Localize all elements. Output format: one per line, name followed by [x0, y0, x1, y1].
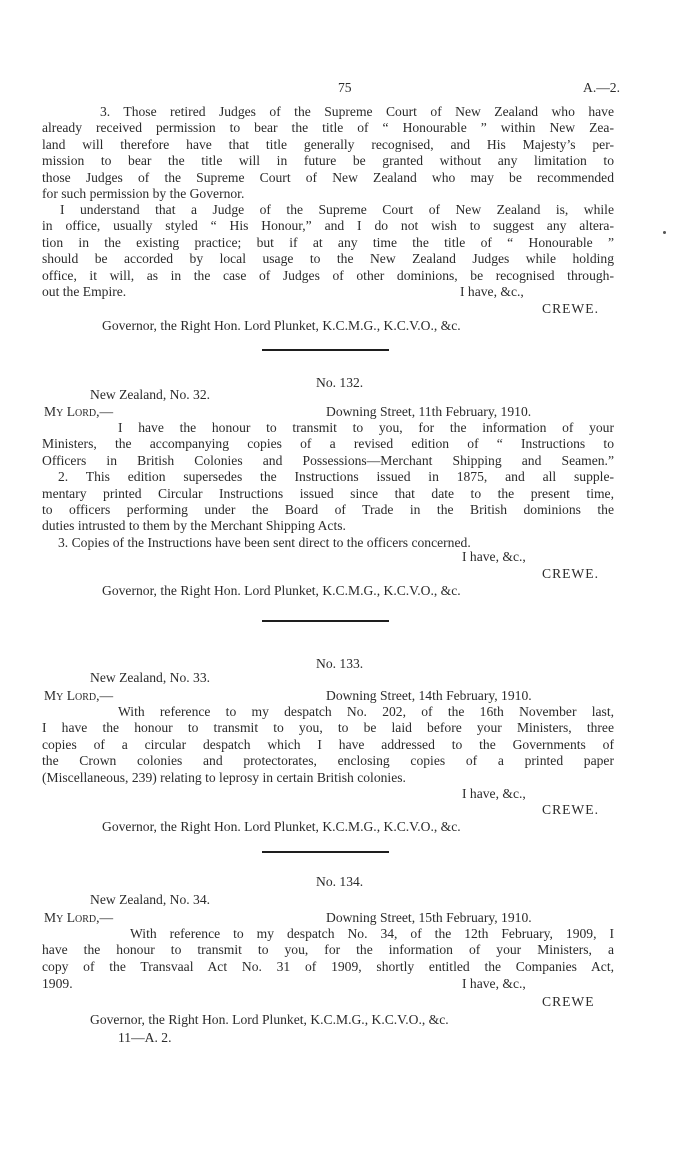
- text-line: I have the honour to transmit to you, for the information of your: [118, 420, 614, 435]
- text-line: land will therefore have that title generally recognised, and His Majesty’s per-: [42, 136, 614, 152]
- paragraph-4: [42, 202, 614, 284]
- text-line: those Judges of the Supreme Court of New Zealand who may be recommended: [42, 169, 614, 185]
- closing: I have, &c.,: [460, 284, 524, 299]
- document-reference: A.—2.: [583, 80, 621, 95]
- text-line: 1909.: [42, 976, 73, 991]
- letter-number: No. 133.: [316, 656, 364, 671]
- place-date: Downing Street, 14th February, 1910.: [326, 688, 532, 703]
- letter-body: [42, 420, 614, 551]
- addressee: Governor, the Right Hon. Lord Plunket, K.C.M.G., K.C.V.O., &c.: [90, 1012, 449, 1027]
- closing: I have, &c.,: [462, 549, 526, 564]
- text-line: in office, usually styled “ His Honour,” and I do not wish to suggest any altera-: [42, 218, 614, 234]
- letter-number: No. 132.: [316, 375, 364, 390]
- text-line: to officers performing under the Board of Trade in the British dominions the: [42, 502, 614, 518]
- salutation: My Lord,—: [44, 404, 114, 419]
- signature: CREWE.: [542, 802, 599, 817]
- text-line: office, it will, as in the case of Judges of other dominions, be recognised through-: [42, 267, 614, 283]
- margin-mark: [663, 231, 666, 234]
- text-line: copy of the Transvaal Act No. 31 of 1909, shortly entitled the Companies Act,: [42, 958, 614, 974]
- text-line: 3. Copies of the Instructions have been sent direct to the officers concerned.: [58, 534, 471, 550]
- paragraph-3: [42, 104, 614, 202]
- divider-rule: [262, 851, 389, 853]
- salutation: My Lord,—: [44, 910, 114, 925]
- letter-reference: New Zealand, No. 32.: [90, 387, 211, 402]
- text-line: for such permission by the Governor.: [42, 186, 245, 202]
- text-line: out the Empire.: [42, 284, 127, 299]
- signature: CREWE: [542, 994, 595, 1009]
- text-line: (Miscellaneous, 239) relating to leprosy in certain British colonies.: [42, 769, 406, 785]
- signature: CREWE.: [542, 301, 599, 316]
- text-line: 2. This edition supersedes the Instructions issued in 1875, and all supple-: [58, 469, 614, 485]
- addressee: Governor, the Right Hon. Lord Plunket, K.C.M.G., K.C.V.O., &c.: [102, 819, 461, 834]
- letter-body: [42, 704, 614, 786]
- closing: I have, &c.,: [462, 786, 526, 801]
- salutation: My Lord,—: [44, 688, 114, 703]
- signature-mark: 11—A. 2.: [118, 1030, 172, 1045]
- text-line: copies of a circular despatch which I have addressed to the Governments of: [42, 736, 614, 752]
- text-line: I have the honour to transmit to you, to be laid before your Ministers, three: [42, 720, 614, 736]
- text-line: duties intrusted to them by the Merchant Shipping Acts.: [42, 518, 346, 534]
- text-line: With reference to my despatch No. 34, of the 12th February, 1909, I: [130, 926, 614, 941]
- text-line: Officers in British Colonies and Possessions—Merchant Shipping and Seamen.”: [42, 452, 614, 468]
- letter-body: [42, 926, 614, 975]
- page-number: 75: [338, 80, 352, 95]
- divider-rule: [262, 620, 389, 622]
- letter-number: No. 134.: [316, 874, 364, 889]
- closing: I have, &c.,: [462, 976, 526, 991]
- text-line: With reference to my despatch No. 202, of the 16th November last,: [118, 704, 614, 719]
- text-line: should be accorded by local usage to the New Zealand Judges while holding: [42, 251, 614, 267]
- signature: CREWE.: [542, 566, 599, 581]
- letter-reference: New Zealand, No. 33.: [90, 670, 211, 685]
- addressee: Governor, the Right Hon. Lord Plunket, K.C.M.G., K.C.V.O., &c.: [102, 318, 461, 333]
- text-line: have the honour to transmit to you, for the information of your Ministers, a: [42, 942, 614, 958]
- divider-rule: [262, 349, 389, 351]
- text-line: tion in the existing practice; but if at any time the title of “ Honourable ”: [42, 234, 614, 250]
- text-line: mission to bear the title will in future be granted without any limitation to: [42, 153, 614, 169]
- place-date: Downing Street, 15th February, 1910.: [326, 910, 532, 925]
- text-line: I understand that a Judge of the Supreme Court of New Zealand is, while: [60, 202, 614, 217]
- text-line: already received permission to bear the title of “ Honourable ” within New Zea-: [42, 120, 614, 136]
- text-line: 3. Those retired Judges of the Supreme Court of New Zealand who have: [100, 104, 614, 119]
- place-date: Downing Street, 11th February, 1910.: [326, 404, 532, 419]
- text-line: the Crown colonies and protectorates, enclosing copies of a printed paper: [42, 753, 614, 769]
- addressee: Governor, the Right Hon. Lord Plunket, K.C.M.G., K.C.V.O., &c.: [102, 583, 461, 598]
- text-line: Ministers, the accompanying copies of a revised edition of “ Instructions to: [42, 436, 614, 452]
- text-line: mentary printed Circular Instructions issued since that date to the present time,: [42, 485, 614, 501]
- letter-reference: New Zealand, No. 34.: [90, 892, 211, 907]
